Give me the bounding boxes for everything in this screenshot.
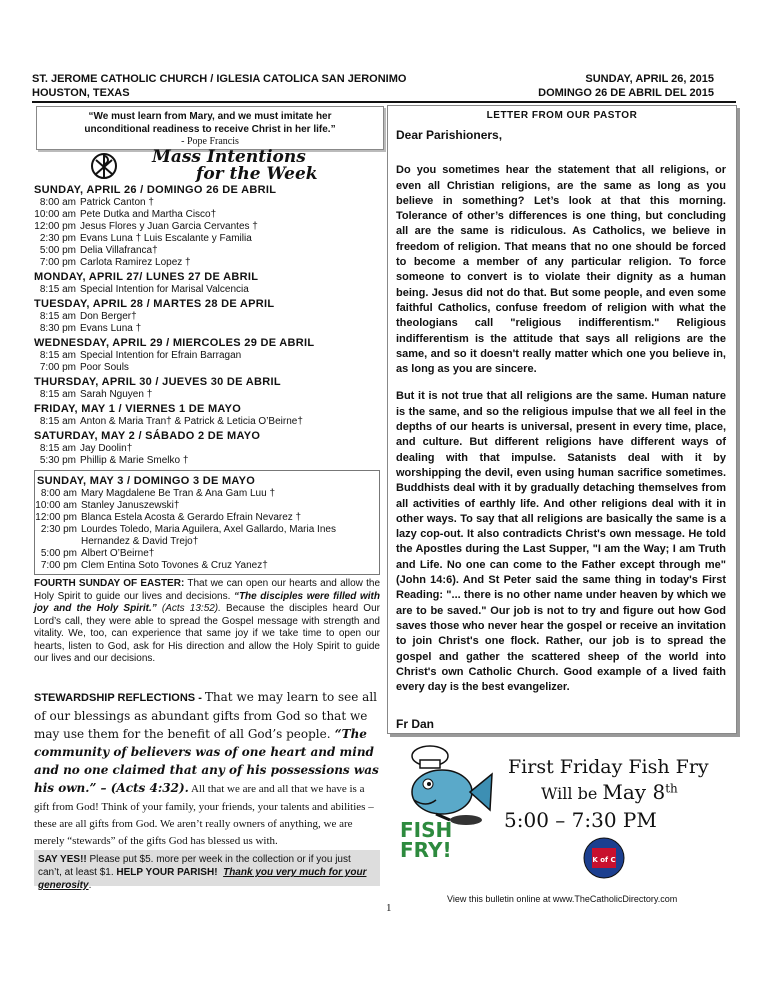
quote-line-1: “We must learn from Mary, and we must imitate her [88, 111, 332, 122]
entry-name: Clem Entina Soto Tovones & Cruz Yanez† [81, 560, 268, 571]
sunday-may-3-box [34, 470, 380, 575]
schedule-entry [34, 257, 380, 269]
entry-time: 5:30 pm [39, 455, 76, 466]
thank-you-text: Thank you very much for your generosity [38, 867, 367, 891]
schedule-day-heading: TUESDAY, APRIL 28 / MARTES 28 DE APRIL [34, 298, 275, 310]
fish-fry-date [541, 780, 678, 804]
schedule-entry [34, 416, 380, 428]
entry-time: 5:00 pm [40, 548, 77, 559]
schedule-entry [34, 323, 380, 335]
entry-name: Stanley Januszewski† [81, 500, 180, 511]
schedule-entry [34, 233, 380, 245]
fourth-sunday-easter-paragraph [34, 578, 380, 666]
schedule-entry [35, 548, 379, 560]
schedule-entry [34, 362, 380, 374]
say-yes-label: SAY YES!! [38, 854, 87, 865]
letter-paragraph-2: But it is not true that all religions are the same. Human nature is the same, and so the religious impulse that we all feel in the depths of our hearts is universal, present in every time, place, and culture. But different religions have different ways of dealing with that impulse. Satanists deal with it by worshipping the devil, even using human sacrifice sometimes. Buddhists deal with it by gradually detaching themselves from all activities of earthly life. And other religions deal with it in other ways. To say that all religions are basically the same is a lazy cop-out. It also contradicts Christ's own message. He told the Apostles during the Last Supper, "I am the Way; I am Truth and Life. No one can come to the Father except through me" (John 14:6). And St Peter said the same thing in today's First Reading: "... there is no other name under heaven by which we are to be saved." Our job is not to try and figure out how God saves those who never hear the gospel or receive an invitation to join Christ's one flock. Rather, our job is to spread the gospel and gather the scattered sheep of the world into Christ's own Catholic Church. Good example of a lived faith every day is the best evangelizer. [396, 390, 726, 694]
schedule-day-heading: FRIDAY, MAY 1 / VIERNES 1 DE MAYO [34, 403, 242, 415]
easter-ref: (Acts 13:52). [156, 603, 221, 614]
easter-text-2: Because the disciples heard Our Lord’s call, they were able to spread the Gospel message with strength and vitality. We, too, can experience that same joy if we take time to open our hearts, listen to God, ask for His direction and allow the Holy Spirit to guide our lives and our decisions. [34, 603, 380, 664]
church-name: ST. JEROME CATHOLIC CHURCH / IGLESIA CATOLICA SAN JERONIMO [32, 73, 407, 85]
schedule-entry [35, 488, 379, 500]
say-yes-end: . [88, 880, 92, 891]
stewardship-quote: “The community of believers was of one heart and mind and no one claimed that any of his possessions was his own.” – (Acts 4:32). [34, 727, 379, 795]
stewardship-label: STEWARDSHIP REFLECTIONS - [34, 692, 205, 704]
entry-time: 5:00 pm [39, 245, 76, 256]
schedule-day-heading: SUNDAY, APRIL 26 / DOMINGO 26 DE ABRIL [34, 184, 277, 196]
fish-fry-day: May 8 [602, 780, 666, 804]
entry-name: Don Berger† [80, 311, 137, 322]
schedule-entry [34, 311, 380, 323]
entry-time: 2:30 pm [39, 233, 76, 244]
mass-schedule [34, 182, 380, 575]
easter-quote: “The disciples were filled with joy and the Holy Spirit.” [34, 590, 380, 614]
date-header [538, 72, 714, 100]
mass-title-line-2: for the Week [196, 164, 318, 184]
entry-name: Special Intention for Efrain Barragan [80, 350, 242, 361]
entry-time: 7:00 pm [40, 560, 77, 571]
church-city: HOUSTON, TEXAS [32, 87, 130, 99]
entry-name: Albert O’Beirne† [81, 548, 155, 559]
help-parish: HELP YOUR PARISH! [116, 867, 218, 878]
schedule-day-heading: WEDNESDAY, APRIL 29 / MIERCOLES 29 DE ABRIL [34, 337, 315, 349]
header-rule [32, 101, 736, 103]
online-notice: View this bulletin online at www.TheCatholicDirectory.com [447, 894, 678, 904]
schedule-day-heading: SATURDAY, MAY 2 / SÁBADO 2 DE MAYO [34, 430, 261, 442]
easter-label: FOURTH SUNDAY OF EASTER: [34, 578, 185, 589]
letter-signature: Fr Dan [396, 717, 435, 732]
entry-time: 10:00 am [34, 209, 76, 220]
entry-name: Blanca Estela Acosta & Gerardo Efrain Nevarez † [81, 512, 302, 523]
schedule-entry [34, 221, 380, 233]
entry-time: 8:00 am [40, 488, 77, 499]
church-name-header [32, 72, 406, 100]
entry-time: 12:00 pm [34, 221, 76, 232]
schedule-entry [34, 245, 380, 257]
mass-intentions-title [90, 147, 350, 186]
date-english: SUNDAY, APRIL 26, 2015 [585, 73, 714, 85]
fish-fry-will: Will be [541, 784, 603, 803]
entry-name: Jay Doolin† [80, 443, 133, 454]
letter-heading: LETTER FROM OUR PASTOR [486, 110, 638, 121]
entry-time: 2:30 pm [40, 524, 77, 535]
entry-time: 10:00 am [35, 500, 77, 511]
entry-name: Phillip & Marie Smelko † [80, 455, 189, 466]
say-yes-text: Please put $5. more per week in the collection or if you just can’t, at least $1. [38, 854, 351, 878]
entry-name: Poor Souls [80, 362, 129, 373]
entry-name: Patrick Canton † [80, 197, 154, 208]
entry-name: Jesus Flores y Juan Garcia Cervantes † [80, 221, 258, 232]
entry-time: 8:15 am [39, 416, 76, 427]
schedule-entry [34, 443, 380, 455]
stewardship-reflections [34, 688, 380, 848]
schedule-entry [35, 560, 379, 572]
schedule-entry [34, 389, 380, 401]
fish-fry-sup: th [665, 781, 678, 796]
kofc-text: K of C [592, 856, 616, 864]
letter-salutation: Dear Parishioners, [396, 128, 503, 142]
letter-paragraph-1: Do you sometimes hear the statement that all religions, or even all Christian religions, are the same as long as you believe in something? Let’s look at that this morning. Tolerance of other’s differences is one thing, but concluding all are the same is ridiculous. As Catholics, we believe in freedom of religion. That means that no one should be forced to become a member of any particular religion. To force someone to convert is to violate their dignity as a human being. Jesus did not do that. But some people, and even some faithful Catholics, confuse freedom of religion with what the theologians call "religious indifferentism." Religious indifferentism is the attitude that says all religions are the same, and so it doesn't really matter which one you believe in, as long as you are sincere. [396, 164, 726, 376]
schedule-entry [34, 350, 380, 362]
entry-time: 7:00 pm [39, 257, 76, 268]
letter-body [396, 128, 726, 733]
quote-line-2: unconditional readiness to receive Christ in her life.” [84, 124, 336, 135]
mass-title-line-1: Mass Intentions [152, 147, 306, 167]
entry-name: Evans Luna † Luis Escalante y Familia [80, 233, 252, 244]
easter-text-1: That we can open our hearts and allow the Holy Spirit to guide our lives and decisions. [34, 578, 381, 602]
entry-name: Special Intention for Marisal Valcencia [80, 284, 249, 295]
fish-fry-logo-text: FISH FRY! [400, 818, 453, 862]
schedule-entry [35, 524, 379, 548]
schedule-entry [35, 500, 379, 512]
entry-time: 8:15 am [39, 284, 76, 295]
entry-time: 8:15 am [39, 311, 76, 322]
knights-of-columbus-emblem-icon [582, 836, 626, 880]
schedule-day-heading: SUNDAY, MAY 3 / DOMINGO 3 DE MAYO [37, 475, 256, 487]
date-spanish: DOMINGO 26 DE ABRIL DEL 2015 [538, 87, 714, 99]
schedule-entry [34, 209, 380, 221]
schedule-day-heading: THURSDAY, APRIL 30 / JUEVES 30 DE ABRIL [34, 376, 281, 388]
entry-name: Mary Magdalene Be Tran & Ana Gam Luu † [81, 488, 275, 499]
entry-name: Evans Luna † [80, 323, 142, 334]
entry-name: Pete Dutka and Martha Cisco† [80, 209, 217, 220]
page-number: 1 [386, 902, 392, 914]
entry-time: 12:00 pm [35, 512, 77, 523]
stewardship-intro: That we may learn to see all of our blessings as abundant gifts from God so that we may use them for the benefit of all God’s people. [34, 690, 377, 741]
entry-name: Delia Villafranca† [80, 245, 158, 256]
entry-time: 8:30 pm [39, 323, 76, 334]
schedule-entry [35, 512, 379, 524]
schedule-entry [34, 284, 380, 296]
entry-time: 8:00 am [39, 197, 76, 208]
pope-quote-box [36, 106, 384, 150]
schedule-entry [34, 455, 380, 467]
entry-time: 7:00 pm [39, 362, 76, 373]
say-yes-box [34, 850, 380, 891]
entry-time: 8:15 am [39, 389, 76, 400]
entry-name: Carlota Ramirez Lopez † [80, 257, 191, 268]
quote-author: - Pope Francis [181, 136, 239, 147]
entry-time: 8:15 am [39, 350, 76, 361]
schedule-day-heading: MONDAY, APRIL 27/ LUNES 27 DE ABRIL [34, 271, 259, 283]
entry-name: Lourdes Toledo, Maria Aguilera, Axel Gallardo, Maria Ines Hernandez & David Trejo† [81, 524, 336, 547]
entry-time: 8:15 am [39, 443, 76, 454]
fish-fry-title: First Friday Fish Fry [508, 756, 709, 778]
stewardship-body: All that we are and all that we have is a gift from God! Think of your family, your friends, your talents and abilities – these are all gifts from God. We aren’t really owners of anything, we are merely “stewards” of the gifts God has blessed us with. [34, 783, 374, 847]
schedule-entry [34, 197, 380, 209]
entry-name: Anton & Maria Tran† & Patrick & Leticia O’Beirne† [80, 416, 303, 427]
entry-name: Sarah Nguyen † [80, 389, 153, 400]
pastor-letter-box [387, 105, 737, 734]
fish-fry-time: 5:00 – 7:30 PM [504, 808, 657, 832]
